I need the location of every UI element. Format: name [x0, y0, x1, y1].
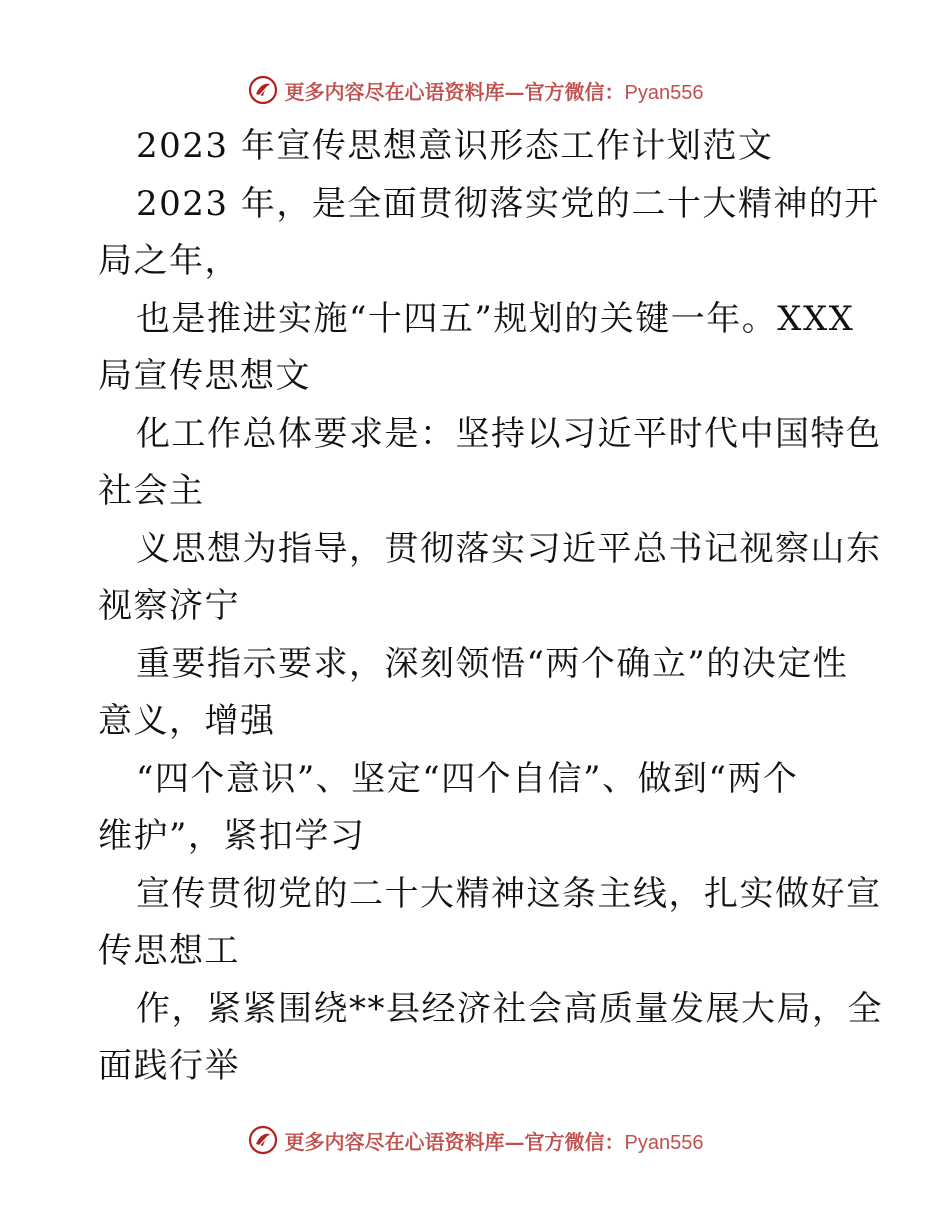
paragraph-line: 意义，增强: [98, 701, 276, 741]
paragraph-line: 作，紧紧围绕**县经济社会高质量发展大局，全: [136, 988, 883, 1029]
document-body: [98, 118, 883, 1096]
paragraph-line: 面践行举: [98, 1046, 240, 1086]
paragraph-line: 视察济宁: [98, 586, 240, 626]
paragraph-line: 宣传贯彻党的二十大精神这条主线，扎实做好宣: [136, 873, 882, 914]
watermark-text: 更多内容尽在心语资料库—官方微信：Pyan556: [284, 79, 704, 104]
paragraph-line: 局宣传思想文: [98, 356, 311, 396]
paragraph-line: 重要指示要求，深刻领悟“两个确立”的决定性: [136, 643, 849, 684]
paragraph-line: 义思想为指导，贯彻落实习近平总书记视察山东: [136, 528, 882, 569]
paragraph-line: 传思想工: [98, 931, 240, 971]
logo-icon: [247, 1124, 279, 1156]
paragraph-line: 维护”，紧扣学习: [98, 816, 366, 856]
watermark-text: 更多内容尽在心语资料库—官方微信：Pyan556: [284, 1129, 704, 1154]
paragraph-line: 社会主: [98, 471, 205, 511]
paragraph-line: 也是推进实施“十四五”规划的关键一年。XXX: [136, 298, 855, 339]
document-title: 2023 年宣传思想意识形态工作计划范文: [136, 126, 774, 166]
logo-icon: [247, 74, 279, 106]
paragraph-line: 2023 年，是全面贯彻落实党的二十大精神的开: [136, 183, 880, 224]
footer-watermark: [0, 1120, 950, 1160]
paragraph-line: “四个意识”、坚定“四个自信”、做到“两个: [136, 758, 799, 799]
header-watermark: [0, 70, 950, 110]
paragraph-line: 局之年，: [98, 241, 240, 281]
paragraph-line: 化工作总体要求是：坚持以习近平时代中国特色: [136, 413, 882, 454]
